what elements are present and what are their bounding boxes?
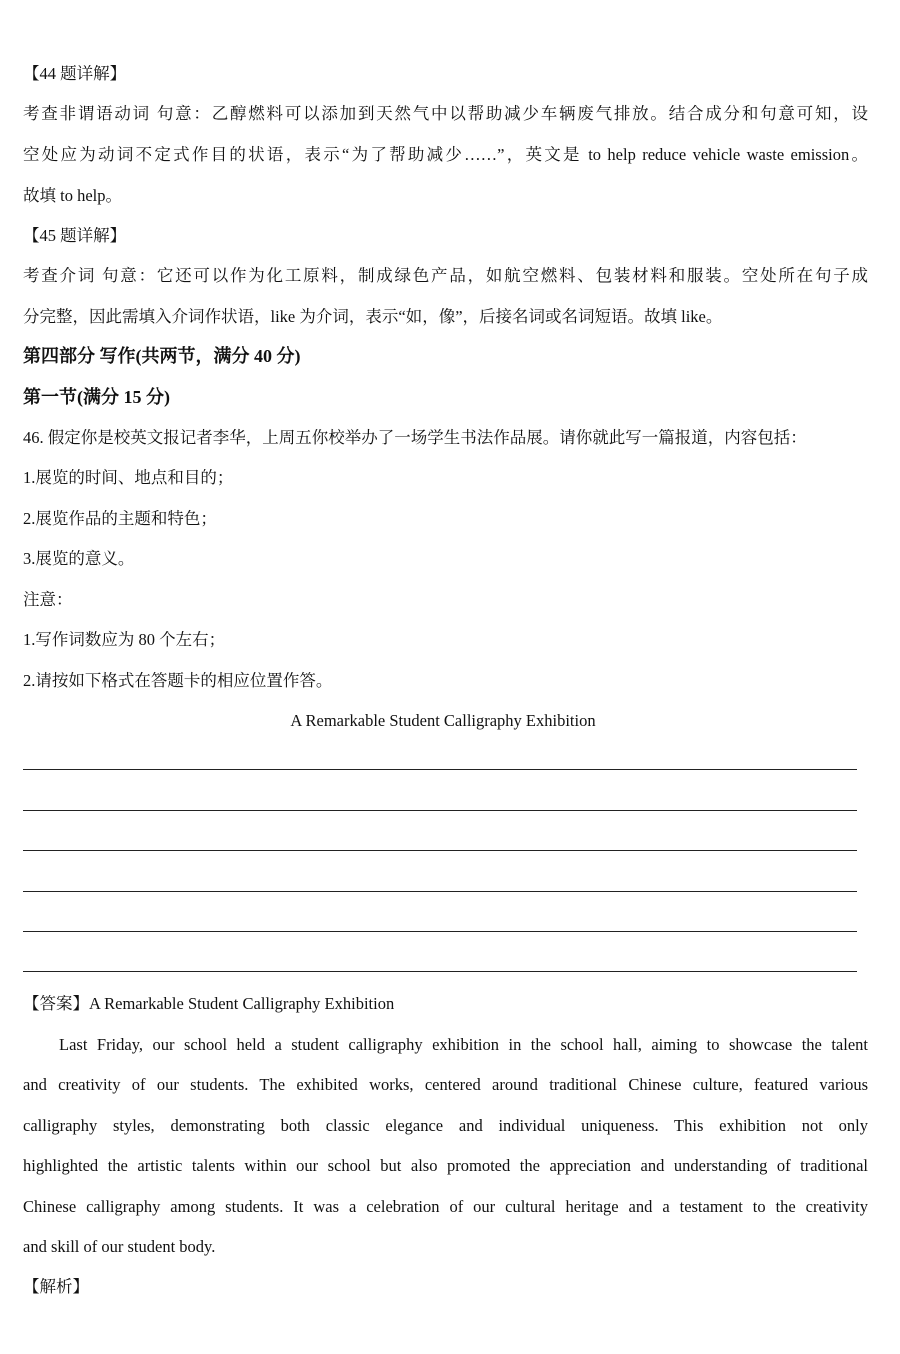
writing-line [23,769,857,770]
answer-line-6: and skill of our student body. [23,1237,216,1256]
writing-line [23,810,857,811]
q46-point-2: 2.展览作品的主题和特色； [23,509,217,528]
q45-line-2: 分完整，因此需填入介词作状语，like 为介词，表示“如，像”，后接名词或名词短语。故填 like。 [23,307,723,326]
q46-note-1: 1.写作词数应为 80 个左右； [23,630,226,649]
writing-line [23,850,857,851]
q44-heading: 【44 题详解】 [23,64,127,83]
writing-line [23,891,857,892]
q46-point-1: 1.展览的时间、地点和目的； [23,468,234,487]
answer-label: 【答案】A Remarkable Student Calligraphy Exhibition [23,994,395,1013]
q45-line-1: 考查介词 句意：它还可以作为化工原料，制成绿色产品，如航空燃料、包装材料和服装。空处所在句子成 [23,266,868,285]
q46-prompt: 46. 假定你是校英文报记者李华，上周五你校举办了一场学生书法作品展。请你就此写一篇报道，内容包括： [23,428,807,447]
answer-line-2: and creativity of our students. The exhibited works, centered around traditional Chinese culture, featured various [23,1075,868,1094]
q45-heading: 【45 题详解】 [23,226,127,245]
analysis-label: 【解析】 [23,1277,89,1296]
q44-line-3: 故填 to help。 [23,186,122,205]
q46-notes-label: 注意： [23,590,73,609]
part4-heading: 第四部分 写作(共两节，满分 40 分) [23,346,301,366]
writing-line [23,931,857,932]
essay-title: A Remarkable Student Calligraphy Exhibition [290,711,596,730]
answer-line-1: Last Friday, our school held a student calligraphy exhibition in the school hall, aiming to showcase the talent [59,1035,868,1054]
answer-line-4: highlighted the artistic talents within our school but also promoted the appreciation and understanding of traditional [23,1156,868,1175]
section1-heading: 第一节(满分 15 分) [23,387,170,407]
writing-line [23,971,857,972]
q44-line-2: 空处应为动词不定式作目的状语，表示“为了帮助减少……”，英文是 to help reduce vehicle waste emission。 [23,145,868,164]
q46-point-3: 3.展览的意义。 [23,549,135,568]
answer-line-5: Chinese calligraphy among students. It was a celebration of our cultural heritage and a testament to the creativity [23,1197,868,1216]
answer-line-3: calligraphy styles, demonstrating both classic elegance and individual uniqueness. This exhibition not only [23,1116,868,1135]
q46-note-2: 2.请按如下格式在答题卡的相应位置作答。 [23,671,333,690]
q44-line-1: 考查非谓语动词 句意：乙醇燃料可以添加到天然气中以帮助减少车辆废气排放。结合成分和句意可知，设 [23,104,868,123]
